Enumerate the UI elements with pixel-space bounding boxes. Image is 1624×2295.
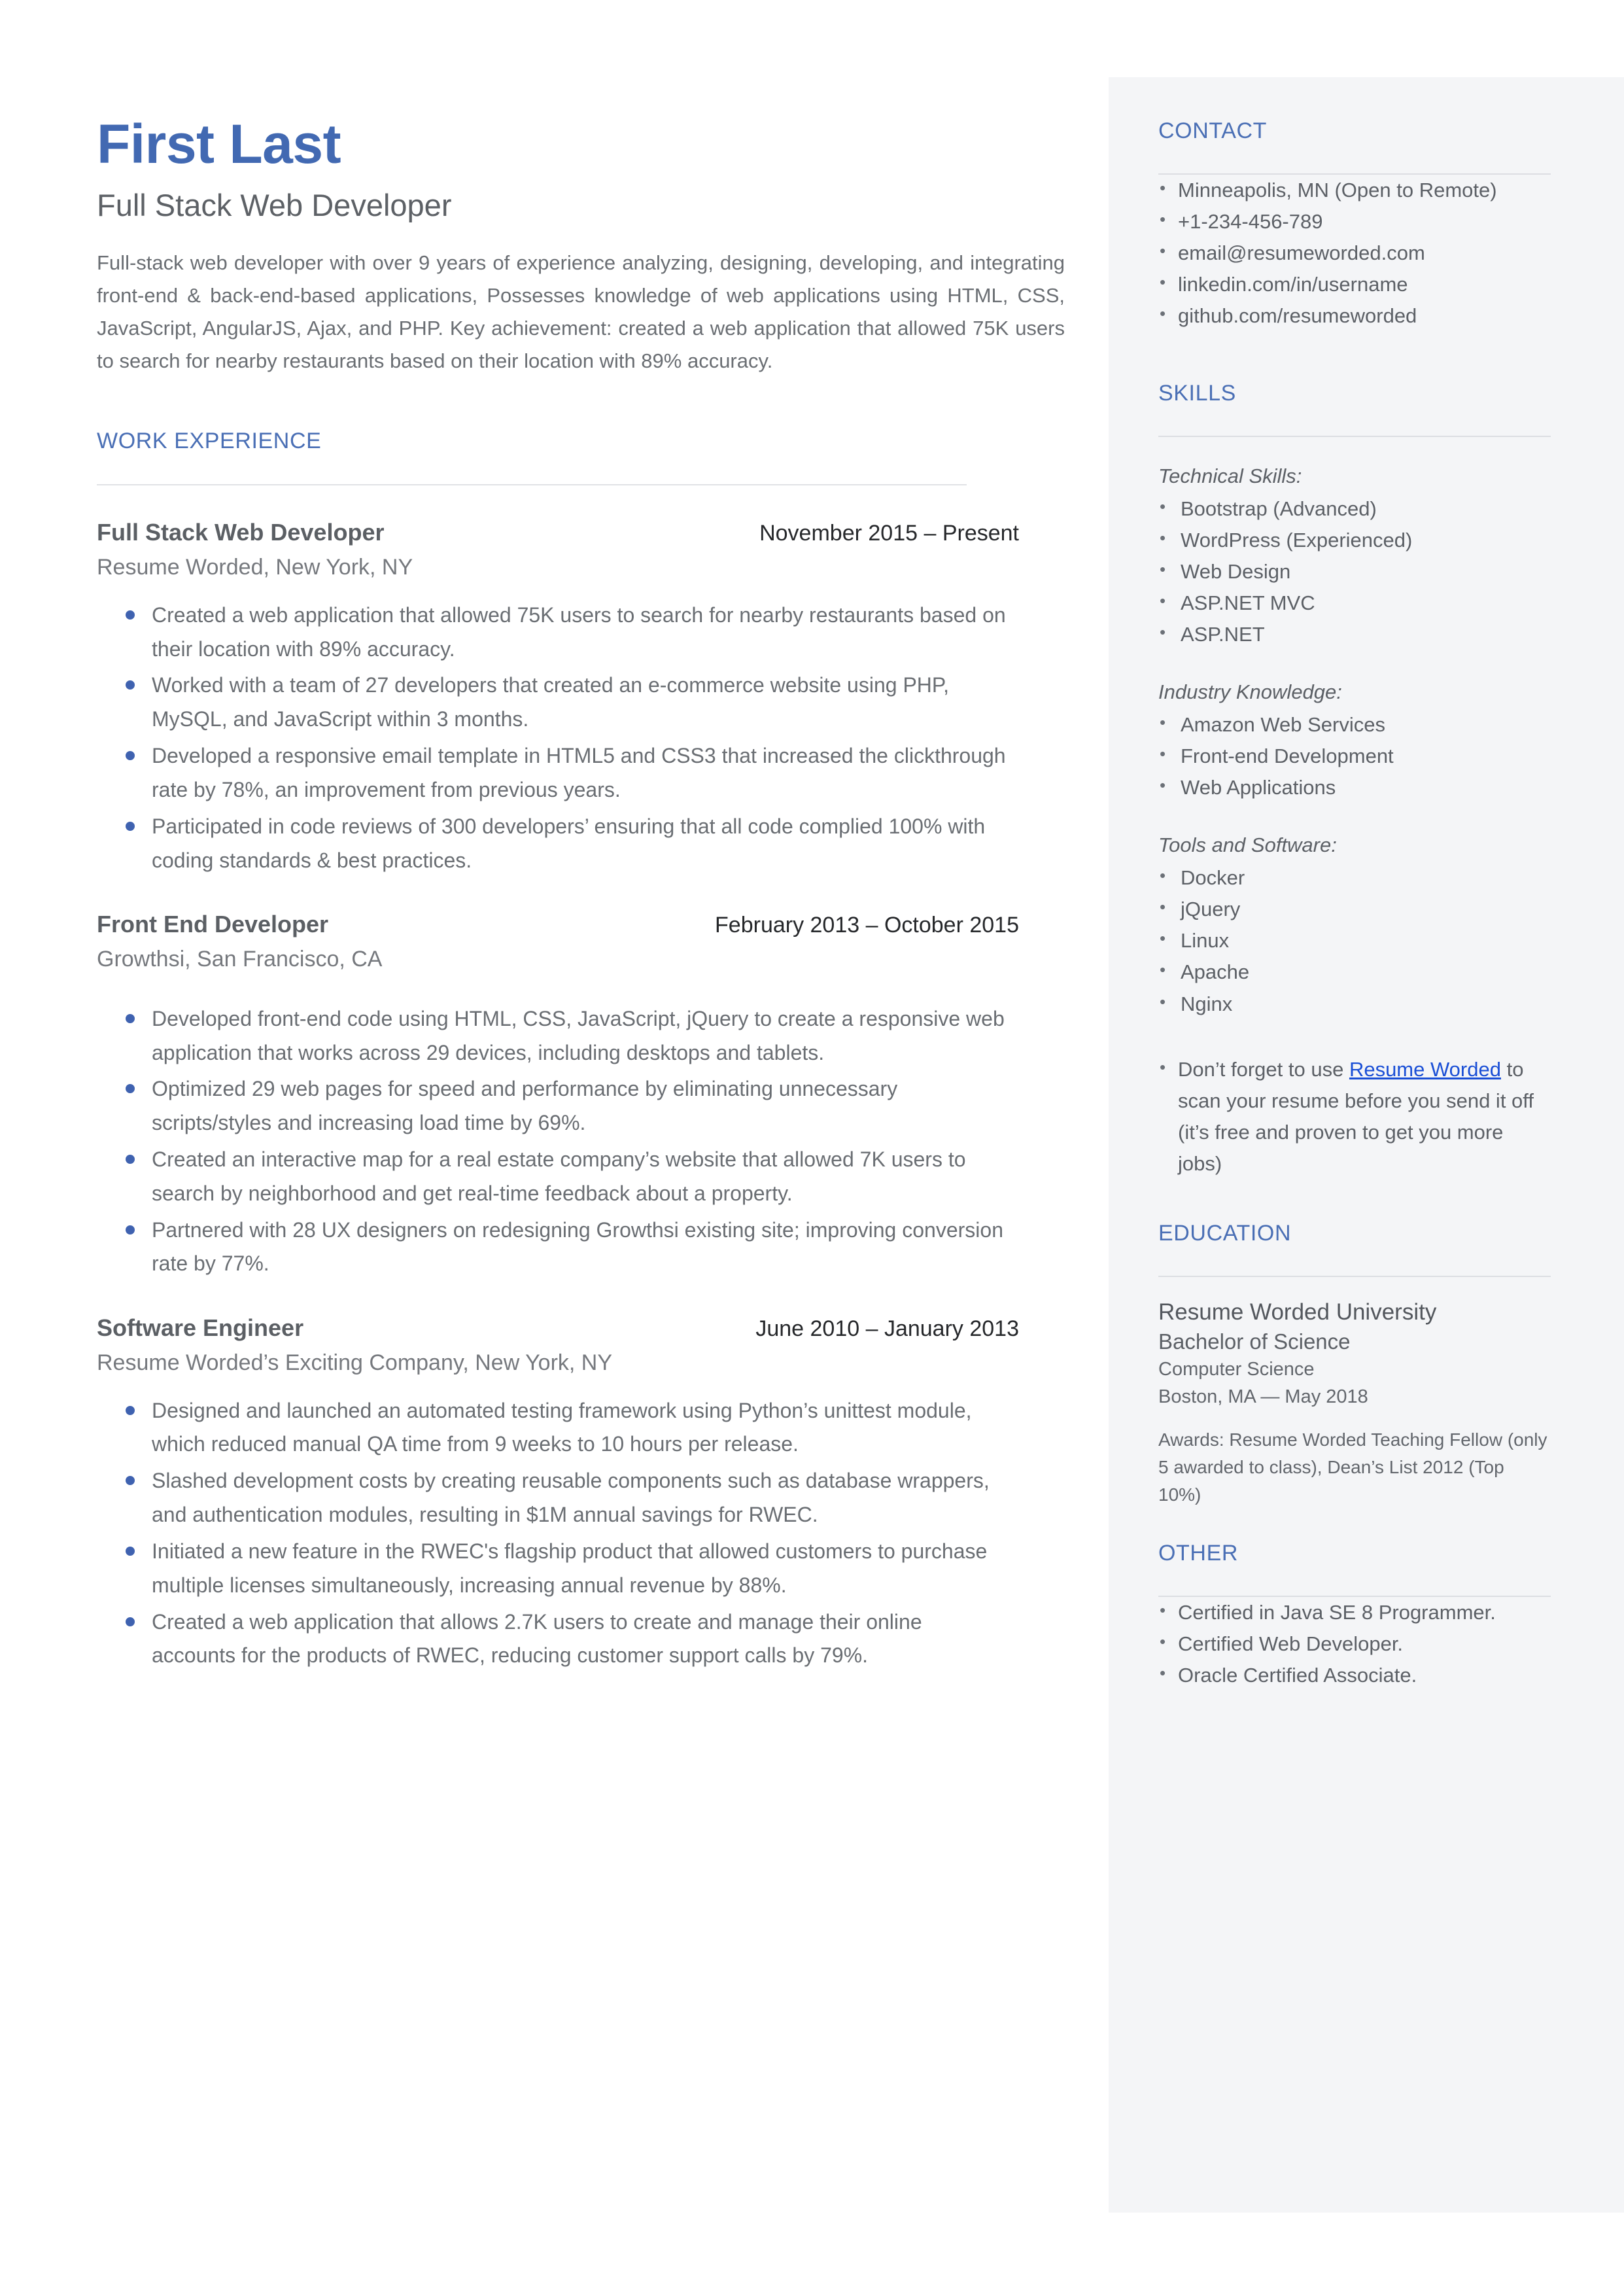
job-bullet-text: Developed a responsive email template in HTML5 and CSS3 that increased the clickthrough rate by 78%, an improvement from previous years.: [152, 744, 1006, 801]
contact-item-phone[interactable]: • +1-234-456-789: [1158, 206, 1551, 237]
job-bullet-text: Designed and launched an automated testing framework using Python’s unittest module, which reduced manual QA time from 9 weeks to 10 hours per release.: [152, 1398, 972, 1456]
job-bullet: [97, 1143, 1009, 1211]
job-dates: February 2013 – October 2015: [715, 913, 1019, 938]
job-bullet-text: Created an interactive map for a real estate company’s website that allowed 7K users to search by neighborhood and get real-time feedback about a property.: [152, 1147, 966, 1205]
bullet-dot-icon: [126, 1476, 135, 1485]
skills-section: [1158, 380, 1551, 1180]
skill-item: • Web Design: [1158, 556, 1551, 587]
job-company: Growthsi, San Francisco, CA: [97, 947, 383, 972]
candidate-headline: Full Stack Web Developer: [97, 188, 452, 223]
job-bullet-text: Developed front-end code using HTML, CSS, JavaScript, jQuery to create a responsive web application that works across 29 devices, including desktops and tablets.: [152, 1006, 1005, 1064]
skill-item: • WordPress (Experienced): [1158, 525, 1551, 556]
skill-item: • ASP.NET: [1158, 619, 1551, 650]
promo-text-after: to scan your resume before you send it off (it’s free and proven to get you more jobs): [1178, 1057, 1534, 1175]
contact-list: [1158, 175, 1551, 332]
job-bullet-text: Partnered with 28 UX designers on redesigning Growthsi existing site; improving conversion rate by 77%.: [152, 1218, 1003, 1276]
skill-item: • jQuery: [1158, 894, 1551, 925]
job-header-row: [97, 910, 1019, 939]
bullet-dot-icon: [126, 610, 135, 620]
skill-group-industry: [1158, 676, 1551, 803]
skills-heading: SKILLS: [1158, 381, 1236, 406]
resume-worded-link[interactable]: Resume Worded: [1349, 1057, 1501, 1081]
bullet-dot-icon: [126, 822, 135, 831]
skill-item: • Amazon Web Services: [1158, 709, 1551, 741]
job-header-row: [97, 518, 1019, 547]
bullet-dot-icon: [126, 1225, 135, 1235]
other-section: [1158, 1540, 1551, 1691]
contact-section: [1158, 118, 1551, 332]
job-bullet-text: Initiated a new feature in the RWEC's flagship product that allowed customers to purchase multiple licenses simultaneously, increasing annual revenue by 88%.: [152, 1539, 988, 1597]
job-bullet: [97, 1214, 1009, 1282]
skill-item: • Linux: [1158, 925, 1551, 956]
contact-item-location: • Minneapolis, MN (Open to Remote): [1158, 175, 1551, 206]
job-dates: November 2015 – Present: [759, 521, 1019, 546]
bullet-dot-icon: [126, 751, 135, 760]
bullet-dot-icon: [126, 1406, 135, 1415]
job-entry: [97, 518, 1052, 877]
job-bullet: [97, 739, 1009, 807]
main-column: [97, 0, 1065, 1675]
contact-heading: CONTACT: [1158, 118, 1267, 143]
job-company: Resume Worded’s Exciting Company, New York, NY: [97, 1350, 613, 1376]
bullet-dot-icon: [126, 1155, 135, 1164]
job-bullet-text: Slashed development costs by creating reusable components such as database wrappers, and authentication modules, resulting in $1M annual savings for RWEC.: [152, 1469, 990, 1527]
job-bullet-text: Participated in code reviews of 300 developers’ ensuring that all code complied 100% with coding standards & best practices.: [152, 814, 986, 872]
resume-worded-promo: [1158, 1054, 1551, 1180]
job-bullet-text: Created a web application that allows 2.7K users to create and manage their online accounts for the products of RWEC, reducing customer support calls by 79%.: [152, 1609, 922, 1668]
skills-body: [1158, 461, 1551, 1180]
job-bullet: [97, 810, 1009, 878]
skill-group-technical: [1158, 461, 1551, 650]
education-section: [1158, 1220, 1551, 1509]
other-item: • Certified Web Developer.: [1158, 1628, 1551, 1660]
job-bullet: [97, 1605, 1009, 1673]
bullet-dot-icon: [126, 1084, 135, 1093]
other-heading: OTHER: [1158, 1540, 1238, 1566]
job-title: Front End Developer: [97, 911, 329, 938]
job-bullet: [97, 669, 1009, 737]
job-bullet-text: Optimized 29 web pages for speed and performance by eliminating unnecessary scripts/styles and increasing load time by 69%.: [152, 1077, 898, 1135]
education-location-date: Boston, MA — May 2018: [1158, 1386, 1368, 1407]
job-bullet: [97, 1464, 1009, 1532]
skill-item: • Docker: [1158, 862, 1551, 894]
job-bullet: [97, 1535, 1009, 1603]
job-entry: [97, 1314, 1052, 1673]
job-bullet: [97, 599, 1009, 667]
skill-item: • ASP.NET MVC: [1158, 587, 1551, 619]
other-list: [1158, 1597, 1551, 1691]
bullet-dot-icon: [126, 1547, 135, 1556]
skills-divider: [1158, 436, 1551, 437]
job-bullet-list: [97, 599, 1052, 878]
job-title: Software Engineer: [97, 1314, 304, 1342]
bullet-dot-icon: [126, 1617, 135, 1626]
education-school: Resume Worded University: [1158, 1299, 1437, 1325]
job-bullet: [97, 1394, 1009, 1462]
work-experience-divider: [97, 484, 967, 485]
job-bullet-text: Created a web application that allowed 75K users to search for nearby restaurants based on their location with 89% accuracy.: [152, 603, 1006, 661]
job-bullet: [97, 1072, 1009, 1140]
skill-item: • Front-end Development: [1158, 741, 1551, 772]
education-entry: [1158, 1297, 1551, 1509]
job-bullet-list: [97, 1002, 1052, 1282]
skill-item: • Web Applications: [1158, 772, 1551, 803]
job-dates: June 2010 – January 2013: [755, 1316, 1019, 1342]
professional-summary: Full-stack web developer with over 9 years of experience analyzing, designing, developing, and integrating front-end & back-end-based applications, Possesses knowledge of web applications using HTML, CSS, JavaScript, AngularJS, Ajax, and PHP. Key achievement: created a web application that allowed 75K users to search for nearby restaurants based on their location with 89% accuracy.: [97, 251, 1065, 373]
education-degree: Bachelor of Science: [1158, 1329, 1351, 1354]
contact-item-github[interactable]: • github.com/resumeworded: [1158, 300, 1551, 332]
education-divider: [1158, 1276, 1551, 1277]
work-experience-title: WORK EXPERIENCE: [97, 429, 322, 454]
skill-group-label: Industry Knowledge:: [1158, 680, 1342, 704]
job-entry: [97, 910, 1052, 1281]
contact-item-linkedin[interactable]: • linkedin.com/in/username: [1158, 269, 1551, 300]
skill-group-list: [1158, 862, 1551, 1019]
job-header-row: [97, 1314, 1019, 1342]
skill-group-label: Technical Skills:: [1158, 464, 1302, 487]
education-awards: Awards: Resume Worded Teaching Fellow (only 5 awarded to class), Dean’s List 2012 (Top 10%): [1158, 1429, 1547, 1505]
contact-item-email[interactable]: • email@resumeworded.com: [1158, 237, 1551, 269]
bullet-dot-icon: [126, 1014, 135, 1023]
skill-group-list: [1158, 709, 1551, 803]
skill-group-label: Tools and Software:: [1158, 833, 1337, 857]
other-item: • Certified in Java SE 8 Programmer.: [1158, 1597, 1551, 1628]
skill-group-list: [1158, 493, 1551, 650]
job-title: Full Stack Web Developer: [97, 519, 385, 546]
skill-item: • Nginx: [1158, 989, 1551, 1020]
education-heading: EDUCATION: [1158, 1220, 1292, 1246]
bullet-dot-icon: [126, 680, 135, 690]
education-field: Computer Science: [1158, 1359, 1315, 1380]
job-bullet: [97, 1002, 1009, 1070]
job-bullet-text: Worked with a team of 27 developers that created an e-commerce website using PHP, MySQL, and JavaScript within 3 months.: [152, 673, 949, 731]
other-item: • Oracle Certified Associate.: [1158, 1660, 1551, 1691]
job-company: Resume Worded, New York, NY: [97, 555, 413, 580]
promo-text-before: Don’t forget to use: [1178, 1057, 1349, 1081]
skill-item: • Bootstrap (Advanced): [1158, 493, 1551, 525]
sidebar: [1109, 77, 1624, 2213]
candidate-name: First Last: [97, 113, 341, 175]
job-bullet-list: [97, 1394, 1052, 1673]
skill-group-tools: [1158, 830, 1551, 1019]
skill-item: • Apache: [1158, 956, 1551, 988]
